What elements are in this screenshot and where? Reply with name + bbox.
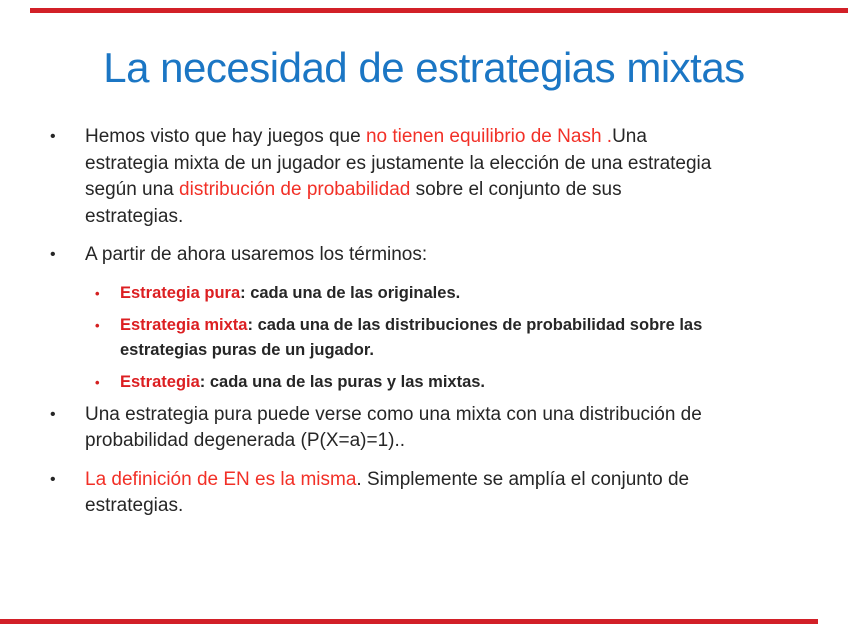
- bullet-text: Una estrategia pura puede verse como una mixta con una distribución de probabilidad degenerada (P(X=a)=1)..: [85, 403, 702, 451]
- bullet-text: Estrategia mixta: cada una de las distribuciones de probabilidad sobre las estrategias puras de un jugador.: [120, 315, 703, 359]
- bullet-text: La definición de EN es la misma. Simplemente se amplía el conjunto de estrategias.: [85, 468, 690, 516]
- bullet-marker: •: [50, 246, 56, 263]
- bullet-marker: •: [50, 405, 56, 423]
- bullet-marker: •: [50, 128, 56, 145]
- bullet-text: Hemos visto que hay juegos que no tienen equilibrio de Nash .Una estrategia mixta de un jugador es justamente la elección de una estrategia según una distribución de probabilidad sobre el conjunto de sus estrategias.: [85, 126, 712, 227]
- bullet-list: [50, 124, 812, 532]
- slide-title: La necesidad de estrategias mixtas: [103, 44, 745, 91]
- bullet-text: A partir de ahora usaremos los términos:: [85, 244, 428, 265]
- bullet-marker: •: [95, 374, 100, 390]
- bullet-marker: •: [50, 470, 56, 488]
- top-accent-bar: [30, 8, 848, 13]
- bullet-item: [50, 467, 812, 520]
- sub-bullet-item: [95, 281, 812, 306]
- bullet-marker: •: [95, 317, 100, 333]
- bullet-item: [50, 242, 812, 269]
- bullet-text: Estrategia pura: cada una de las originales.: [120, 283, 461, 302]
- bullet-item: [50, 402, 812, 455]
- bullet-item: [50, 124, 812, 230]
- bottom-accent-bar: [0, 619, 818, 624]
- bullet-text: Estrategia: cada una de las puras y las mixtas.: [120, 372, 486, 391]
- sub-bullet-item: [95, 370, 812, 395]
- bullet-marker: •: [95, 285, 100, 301]
- sub-bullet-item: [95, 313, 812, 363]
